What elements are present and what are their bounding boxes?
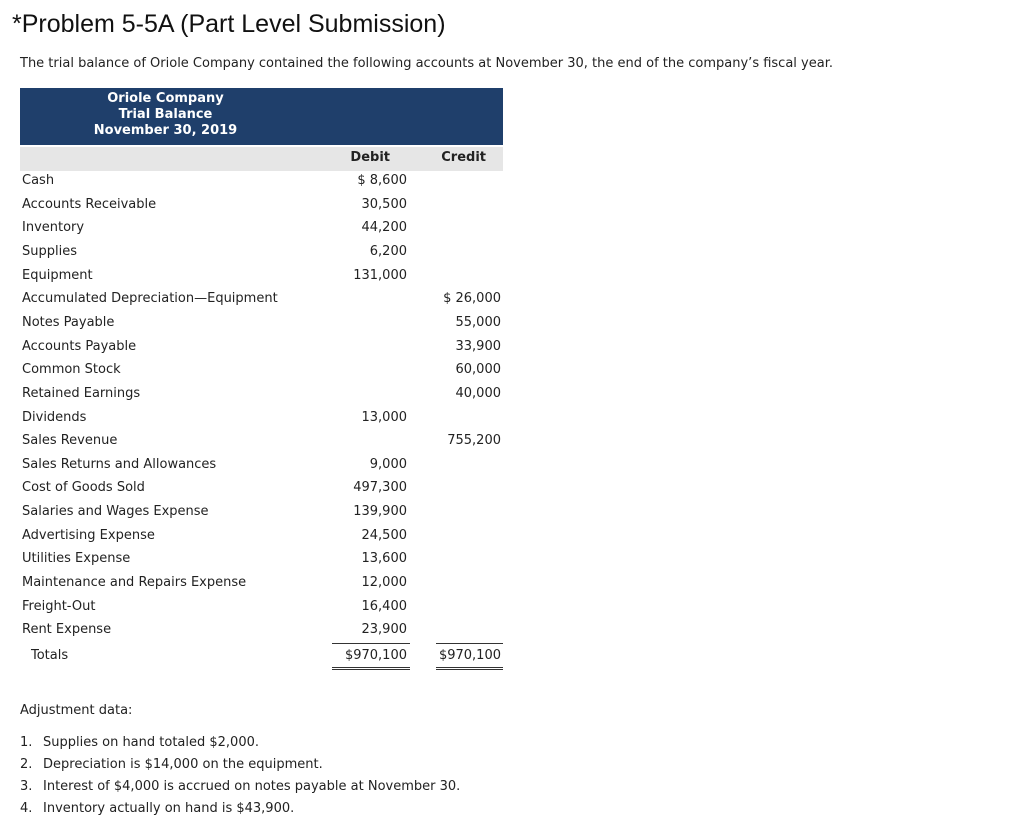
account-name: Maintenance and Repairs Expense (22, 575, 247, 590)
table-row (20, 573, 503, 593)
credit-amount: 40,000 (455, 386, 501, 401)
account-name: Accumulated Depreciation—Equipment (22, 291, 278, 306)
adjustment-text: Supplies on hand totaled $2,000. (43, 735, 260, 750)
account-name: Common Stock (22, 362, 121, 377)
debit-amount: 44,200 (361, 220, 407, 235)
account-name: Cost of Goods Sold (22, 480, 145, 495)
credit-column-header: Credit (441, 150, 486, 165)
adjustment-item (20, 779, 460, 801)
table-row (20, 289, 503, 309)
credit-amount: 60,000 (455, 362, 501, 377)
debit-amount: 13,600 (361, 551, 407, 566)
page-title: *Problem 5-5A (Part Level Submission) (12, 10, 446, 38)
account-name: Salaries and Wages Expense (22, 504, 209, 519)
credit-amount: $ 26,000 (443, 291, 501, 306)
debit-amount: 6,200 (369, 244, 407, 259)
table-row (20, 218, 503, 238)
adjustment-number: 1. (20, 735, 33, 750)
adjustment-item (20, 801, 460, 823)
account-name: Inventory (22, 220, 85, 235)
debit-double-underline (332, 667, 410, 670)
account-name: Rent Expense (22, 622, 112, 637)
debit-amount: 16,400 (361, 599, 407, 614)
account-name: Sales Returns and Allowances (22, 457, 217, 472)
account-name: Dividends (22, 410, 87, 425)
credit-amount: 33,900 (455, 339, 501, 354)
table-row (20, 195, 503, 215)
account-name: Supplies (22, 244, 77, 259)
table-row (20, 431, 503, 451)
debit-amount: 12,000 (361, 575, 407, 590)
account-name: Utilities Expense (22, 551, 131, 566)
table-row (20, 360, 503, 380)
table-row (20, 526, 503, 546)
intro-text: The trial balance of Oriole Company contained the following accounts at November 30, the end of the company’s fiscal year. (20, 56, 833, 71)
table-row (20, 455, 503, 475)
adjustment-number: 4. (20, 801, 33, 816)
adjustment-text: Interest of $4,000 is accrued on notes payable at November 30. (43, 779, 461, 794)
debit-amount: 131,000 (353, 268, 407, 283)
adjustment-data-title: Adjustment data: (20, 703, 133, 718)
table-row (20, 242, 503, 262)
account-name: Accounts Payable (22, 339, 137, 354)
account-name: Cash (22, 173, 55, 188)
account-name: Notes Payable (22, 315, 115, 330)
totals-row (20, 646, 503, 668)
debit-amount: 13,000 (361, 410, 407, 425)
credit-total: $970,100 (438, 648, 501, 663)
table-row (20, 549, 503, 569)
table-row (20, 620, 503, 640)
table-row (20, 502, 503, 522)
adjustment-number: 2. (20, 757, 33, 772)
debit-total-rule (332, 643, 410, 644)
trial-balance-header (20, 88, 503, 145)
credit-double-underline (436, 667, 503, 670)
totals-label: Totals (31, 648, 69, 663)
adjustment-item (20, 757, 460, 779)
adjustment-list (20, 735, 460, 823)
table-row (20, 408, 503, 428)
account-name: Freight-Out (22, 599, 96, 614)
debit-amount: 9,000 (369, 457, 407, 472)
account-name: Equipment (22, 268, 93, 283)
account-name: Sales Revenue (22, 433, 118, 448)
debit-amount: 23,900 (361, 622, 407, 637)
table-row (20, 384, 503, 404)
account-name: Advertising Expense (22, 528, 155, 543)
adjustment-text: Depreciation is $14,000 on the equipment. (43, 757, 323, 772)
debit-amount: 24,500 (361, 528, 407, 543)
adjustment-text: Inventory actually on hand is $43,900. (43, 801, 295, 816)
debit-amount: 139,900 (353, 504, 407, 519)
table-row (20, 313, 503, 333)
credit-total-rule (436, 643, 503, 644)
table-row (20, 478, 503, 498)
credit-amount: 55,000 (455, 315, 501, 330)
debit-column-header: Debit (350, 150, 390, 165)
debit-amount: 30,500 (361, 197, 407, 212)
debit-amount: 497,300 (353, 480, 407, 495)
debit-amount: $ 8,600 (357, 173, 407, 188)
report-date: November 30, 2019 (93, 123, 238, 138)
adjustment-item (20, 735, 460, 757)
table-row (20, 337, 503, 357)
company-name: Oriole Company (107, 91, 224, 106)
account-name: Accounts Receivable (22, 197, 157, 212)
adjustment-number: 3. (20, 779, 33, 794)
report-name: Trial Balance (118, 107, 213, 122)
credit-amount: 755,200 (447, 433, 501, 448)
table-row (20, 597, 503, 617)
table-row (20, 266, 503, 286)
account-name: Retained Earnings (22, 386, 141, 401)
debit-total: $970,100 (344, 648, 407, 663)
table-row (20, 171, 503, 191)
column-headers (20, 147, 503, 171)
